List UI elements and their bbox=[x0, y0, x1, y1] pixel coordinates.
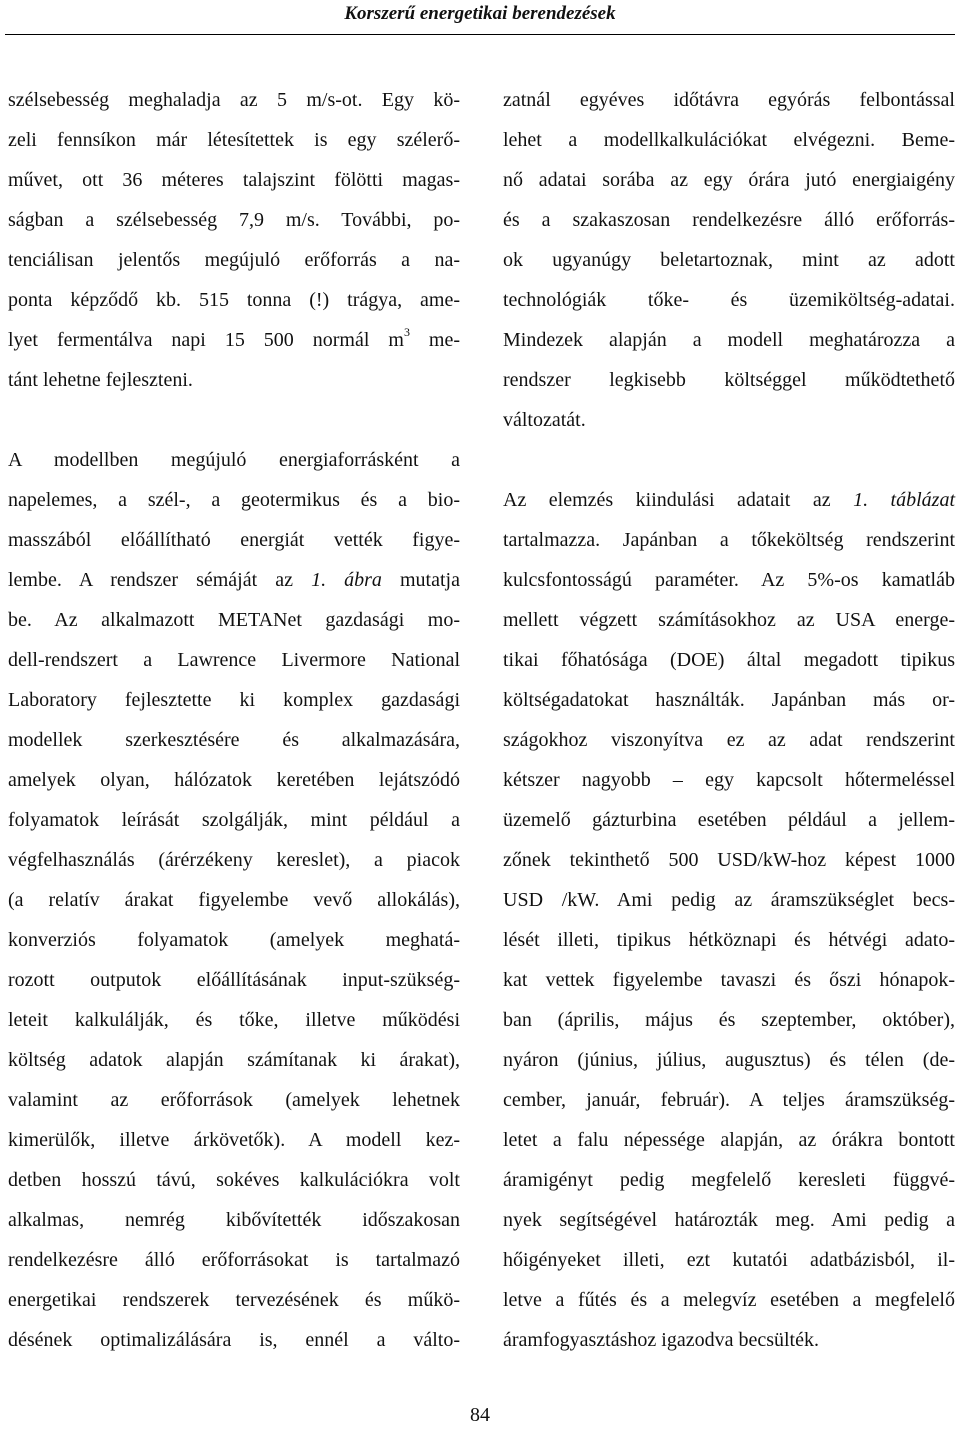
text-line: letve a fűtés és a melegvíz esetében a megfelelő bbox=[503, 1289, 955, 1311]
text-line: ságban a szélsebesség 7,9 m/s. További, po- bbox=[8, 209, 460, 231]
text-line: zőnek tekinthető 500 USD/kW-hoz képest 1000 bbox=[503, 849, 955, 871]
text-line: napelemes, a szél-, a geotermikus és a bio- bbox=[8, 489, 460, 511]
text-line-with-figure-ref bbox=[8, 560, 460, 600]
text-line: alkalmas, nemrég kibővítették időszakosan bbox=[8, 1209, 460, 1231]
text-line: költség adatok alapján számítanak ki árakat), bbox=[8, 1049, 460, 1071]
paragraph bbox=[8, 440, 460, 1360]
superscript: 3 bbox=[403, 325, 410, 339]
text-line: szélsebesség meghaladja az 5 m/s-ot. Egy kö- bbox=[8, 89, 460, 111]
table-reference: 1. táblázat bbox=[853, 489, 955, 511]
text-line: technológiák tőke- és üzemiköltség-adatai. bbox=[503, 289, 955, 311]
figure-reference: 1. ábra bbox=[311, 569, 382, 591]
text-line: modellek szerkesztésére és alkalmazására, bbox=[8, 729, 460, 751]
text-line: rozott outputok előállításának input-szükség- bbox=[8, 969, 460, 991]
text-line: leteit kalkulálják, és tőke, illetve működési bbox=[8, 1009, 460, 1031]
text-line: ok ugyanúgy beletartoznak, mint az adott bbox=[503, 249, 955, 271]
text-line: zatnál egyéves időtávra egyórás felbontással bbox=[503, 89, 955, 111]
text-line: (a relatív árakat figyelembe vevő allokálás), bbox=[8, 889, 460, 911]
text-line: és a szakaszosan rendelkezésre álló erőforrás- bbox=[503, 209, 955, 231]
left-column bbox=[8, 80, 460, 1360]
text-line-with-superscript bbox=[8, 320, 460, 360]
text-line: tenciálisan jelentős megújuló erőforrás a na- bbox=[8, 249, 460, 271]
text-line: tikai főhatósága (DOE) által megadott tipikus bbox=[503, 649, 955, 671]
text-line: energetikai rendszerek tervezésének és műkö- bbox=[8, 1289, 460, 1311]
text-line: kulcsfontosságú paraméter. Az 5%-os kamatláb bbox=[503, 569, 955, 591]
paragraph bbox=[503, 80, 955, 440]
text-line: ban (április, május és szeptember, október), bbox=[503, 1009, 955, 1031]
text-line: lését illeti, tipikus hétköznapi és hétvégi adato- bbox=[503, 929, 955, 951]
text-line: Laboratory fejlesztette ki komplex gazdasági bbox=[8, 689, 460, 711]
text-line: hőigényeket illeti, ezt kutatói adatbázisból, il- bbox=[503, 1249, 955, 1271]
paragraph bbox=[8, 80, 460, 400]
text-line: A modellben megújuló energiaforrásként a bbox=[8, 449, 460, 471]
paragraph bbox=[503, 480, 955, 1360]
text-line: désének optimalizálására is, ennél a válto- bbox=[8, 1329, 460, 1351]
text-line: cember, január, február). A teljes áramszükség- bbox=[503, 1089, 955, 1111]
text-line: konverziós folyamatok (amelyek meghatá- bbox=[8, 929, 460, 951]
text-line: mellett végzett számításokhoz az USA energe- bbox=[503, 609, 955, 631]
text-line: detben hosszú távú, sokéves kalkulációkra volt bbox=[8, 1169, 460, 1191]
text-line: amelyek olyan, hálózatok keretében lejátszódó bbox=[8, 769, 460, 791]
header-rule bbox=[5, 34, 955, 35]
text-line: áramfogyasztáshoz igazodva becsülték. bbox=[503, 1329, 819, 1351]
text-fragment: mutatja bbox=[381, 569, 460, 591]
text-line: kétszer nagyobb – egy kapcsolt hőtermeléssel bbox=[503, 769, 955, 791]
text-line: zeli fennsíkon már létesítettek is egy szélerő- bbox=[8, 129, 460, 151]
text-line: rendszer legkisebb költséggel működtethető bbox=[503, 369, 955, 391]
text-line: letet a falu népessége alapján, az órákra bontott bbox=[503, 1129, 955, 1151]
text-line: tánt lehetne fejleszteni. bbox=[8, 369, 193, 391]
text-line: rendelkezésre álló erőforrásokat is tartalmazó bbox=[8, 1249, 460, 1271]
text-fragment: lyet fermentálva napi 15 500 normál m bbox=[8, 329, 404, 351]
text-line: kat vettek figyelembe tavaszi és őszi hónapok- bbox=[503, 969, 955, 991]
text-fragment: lembe. A rendszer sémáját az bbox=[8, 569, 312, 591]
right-column bbox=[503, 80, 955, 1360]
text-line: nő adatai sorába az egy órára jutó energiaigény bbox=[503, 169, 955, 191]
running-title: Korszerű energetikai berendezések bbox=[344, 3, 616, 24]
text-line: áramigényt pedig megfelelő keresleti függvé- bbox=[503, 1169, 955, 1191]
text-line: üzemelő gázturbina esetében például a jellem- bbox=[503, 809, 955, 831]
text-line: lehet a modellkalkulációkat elvégezni. Beme- bbox=[503, 129, 955, 151]
text-fragment: me- bbox=[409, 329, 460, 351]
text-line-with-table-ref bbox=[503, 480, 955, 520]
text-line: művet, ott 36 méteres talajszint fölötti magas- bbox=[8, 169, 460, 191]
page-number: 84 bbox=[470, 1404, 490, 1426]
text-line: kimerülők, illetve árkövetők). A modell kez- bbox=[8, 1129, 460, 1151]
text-line: dell-rendszert a Lawrence Livermore National bbox=[8, 649, 460, 671]
text-line: valamint az erőforrások (amelyek lehetnek bbox=[8, 1089, 460, 1111]
text-line: USD /kW. Ami pedig az áramszükséglet becs- bbox=[503, 889, 955, 911]
text-line: be. Az alkalmazott METANet gazdasági mo- bbox=[8, 609, 460, 631]
text-fragment: Az elemzés kiindulási adatait az bbox=[503, 489, 854, 511]
text-line: ponta képződő kb. 515 tonna (!) trágya, ame- bbox=[8, 289, 460, 311]
text-line: Mindezek alapján a modell meghatározza a bbox=[503, 329, 955, 351]
text-line: folyamatok leírását szolgálják, mint például a bbox=[8, 809, 460, 831]
text-line: nyáron (június, július, augusztus) és télen (de- bbox=[503, 1049, 955, 1071]
text-line: szágokhoz viszonyítva ez az adat rendszerint bbox=[503, 729, 955, 751]
text-line: változatát. bbox=[503, 409, 586, 431]
text-line: masszából előállítható energiát vették figye- bbox=[8, 529, 460, 551]
text-line: költségadatokat használták. Japánban más or- bbox=[503, 689, 955, 711]
text-line: végfelhasználás (árérzékeny kereslet), a piacok bbox=[8, 849, 460, 871]
text-line: tartalmazza. Japánban a tőkeköltség rendszerint bbox=[503, 529, 955, 551]
text-line: nyek segítségével határozták meg. Ami pedig a bbox=[503, 1209, 955, 1231]
